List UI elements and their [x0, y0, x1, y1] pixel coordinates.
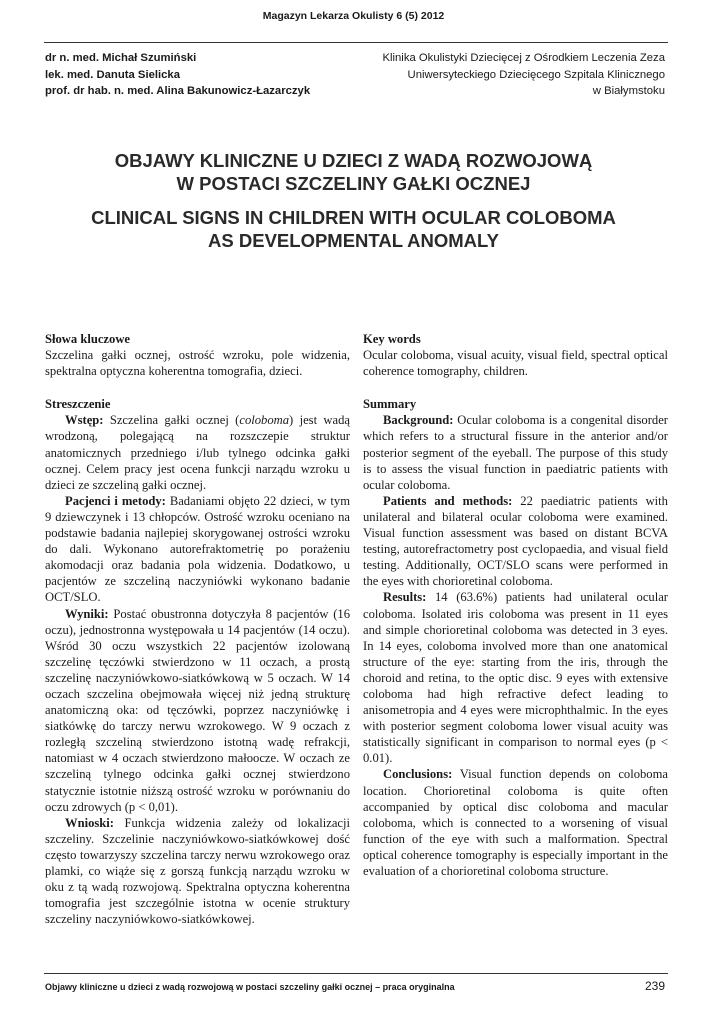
author: prof. dr hab. n. med. Alina Bakunowicz-Łazarczyk [45, 85, 311, 97]
page-number: 239 [644, 979, 665, 993]
conclusions-text-pl: Funkcja widzenia zależy od lokalizacji szczeliny. Szczelinie naczyniówkowo-siatkówkowej dość często towarzyszy szczelina tarczy nerwu wzrokowego oraz plamki, co wiąże się z gorszą funkcją narządu wzroku w oku z tą wadą rozwojową. Spektralna optyczna koherentna tomografia jest szczególnie istotna w ocenie struktury szczeliny naczyniówkowo-siatkówkowej. [45, 815, 350, 927]
journal-header: Magazyn Lekarza Okulisty 6 (5) 2012 [262, 10, 445, 22]
title-polish [0, 149, 707, 195]
running-footer: Objawy kliniczne u dzieci z wadą rozwojową w postaci szczeliny gałki ocznej – praca oryginalna [45, 982, 455, 992]
affiliation-line: w Białymstoku [592, 85, 665, 97]
background-text-en: Ocular coloboma is a congenital disorder which refers to a structural fissure in the anterior and/or posterior segment of the eyeball. The purpose of this study is to assess the visual function in paediatric patients with ocular coloboma. [363, 413, 668, 492]
affiliation [382, 50, 665, 100]
intro-label-pl: Wstęp: [65, 413, 104, 428]
methods-paragraph-en [363, 493, 668, 590]
conclusions-paragraph-pl [45, 815, 350, 928]
summary-heading-en: Summary [363, 397, 417, 412]
author: dr n. med. Michał Szumiński [45, 52, 197, 64]
results-paragraph-pl [45, 606, 350, 815]
background-paragraph-en [363, 412, 668, 492]
results-text-pl: Postać obustronna dotyczyła 8 pacjentów (16 oczu), jednostronna występowała u 14 pacjentów (14 oczu). Wśród 30 oczu wszystkich 22 pacjentów izolowaną szczelinę tęczówki stwierdzono w 11 oczach, a prostą szczelinę naczyniówkowo-siatkówkową w 5 oczach. W 14 oczach szczelina obejmowała więcej niż jedną strukturę anatomiczną oka: od tęczówki, poprzez naczyniówkę i siatkówkę do tarczy nerwu wzrokowego. W 9 oczach z rozległą szczeliną stwierdzono istotną wadę refrakcji, natomiast w 4 oczach stwierdzono małoocze. W oczach ze szczeliną tylnego odcinka gałki ocznej stwierdzono statycznie istotnie niższą ostrość wzroku w porównaniu do oczu zdrowych (p < 0,01). [45, 606, 350, 814]
keywords-pl: Szczelina gałki ocznej, ostrość wzroku, pole widzenia, spektralna optyczna koherentna tomografia, dzieci. [45, 348, 350, 379]
methods-label-en: Patients and methods: [383, 493, 513, 508]
background-label-en: Background: [383, 413, 454, 428]
author: lek. med. Danuta Sielicka [45, 68, 180, 81]
keywords-en: Ocular coloboma, visual acuity, visual field, spectral optical coherence tomography, children. [363, 348, 668, 379]
title-english-line: CLINICAL SIGNS IN CHILDREN WITH OCULAR COLOBOMA [91, 207, 616, 228]
title-polish-line: OBJAWY KLINICZNE U DZIECI Z WADĄ ROZWOJOWĄ [114, 150, 593, 171]
conclusions-label-pl: Wnioski: [65, 815, 114, 830]
intro-term-pl: coloboma [239, 413, 290, 428]
article-titles [0, 149, 707, 252]
results-label-pl: Wyniki: [65, 606, 109, 621]
intro-text-pl-2: ) jest wadą wrodzoną, polegającą na rozszczepie struktur anatomicznych przedniego i/lub tylnego odcinka gałki ocznej. Celem pracy jest ocena funkcji narządu wzroku u dzieci ze szczeliną gałki ocznej. [45, 413, 350, 492]
results-paragraph-en [363, 589, 668, 766]
conclusions-paragraph-en [363, 766, 668, 879]
header-rule [44, 42, 668, 43]
results-label-en: Results: [383, 590, 427, 605]
title-english [0, 206, 707, 252]
intro-paragraph-pl [45, 412, 350, 492]
footer-rule [44, 973, 668, 974]
affiliation-line: Uniwersyteckiego Dziecięcego Szpitala Klinicznego [407, 68, 665, 81]
methods-text-pl: Badaniami objęto 22 dzieci, w tym 9 dziewczynek i 13 chłopców. Ostrość wzroku oceniano na podstawie badania najlepiej skorygowanej ostrości wzroku do dali. Wykonano autorefraktometrię po porażeniu akomodacji oraz badania pola widzenia. Dodatkowo, u pacjentów ze szczeliną naczyniówki wykonano badanie OCT/SLO. [45, 493, 350, 605]
methods-paragraph-pl [45, 493, 350, 606]
affiliation-line: Klinika Okulistyki Dziecięcej z Ośrodkiem Leczenia Zeza [382, 52, 665, 64]
english-abstract-column [363, 331, 668, 879]
keywords-heading-pl: Słowa kluczowe [45, 332, 131, 346]
author-list [45, 50, 310, 100]
conclusions-text-en: Visual function depends on coloboma location. Chorioretinal coloboma is quite often accompanied by optical disc coloboma and macular coloboma, which is connected to a worsening of visual function of the eye with such a malformation. Spectral optical coherence tomography is especially important in the evaluation of a chorioretinal coloboma structure. [363, 767, 668, 878]
keywords-heading-en: Key words [363, 332, 421, 346]
methods-text-en: 22 paediatric patients with unilateral and bilateral ocular coloboma were examined. Visual function assessment was based on distant BCVA testing, autorefractometry post cyclopaedia, and visual field testing. Additionally, OCT/SLO scans were performed in the eyes with chorioretinal coloboma. [363, 493, 668, 589]
polish-abstract-column [45, 331, 350, 927]
title-polish-line: W POSTACI SZCZELINY GAŁKI OCZNEJ [176, 173, 531, 194]
title-english-line: AS DEVELOPMENTAL ANOMALY [208, 230, 499, 251]
methods-label-pl: Pacjenci i metody: [65, 493, 166, 508]
summary-heading-pl: Streszczenie [45, 397, 111, 412]
intro-text-pl: Szczelina gałki ocznej ( [103, 413, 240, 428]
results-text-en: 14 (63.6%) patients had unilateral ocular coloboma. Isolated iris coloboma was present in 11 eyes and simple chorioretinal coloboma was detected in 3 eyes. In 14 eyes, coloboma involved more than one anatomical structure of the eye: starting from the iris, through the choroid and retina, to the optic disc. 9 eyes with extensive coloboma had high refractive defect leading to anisometropia and 4 eyes were microphthalmic. In the eyes with posterior segment coloboma lower visual acuity was statistically significant in comparison to normal eyes (p < 0.01). [363, 590, 668, 766]
conclusions-label-en: Conclusions: [383, 767, 453, 782]
